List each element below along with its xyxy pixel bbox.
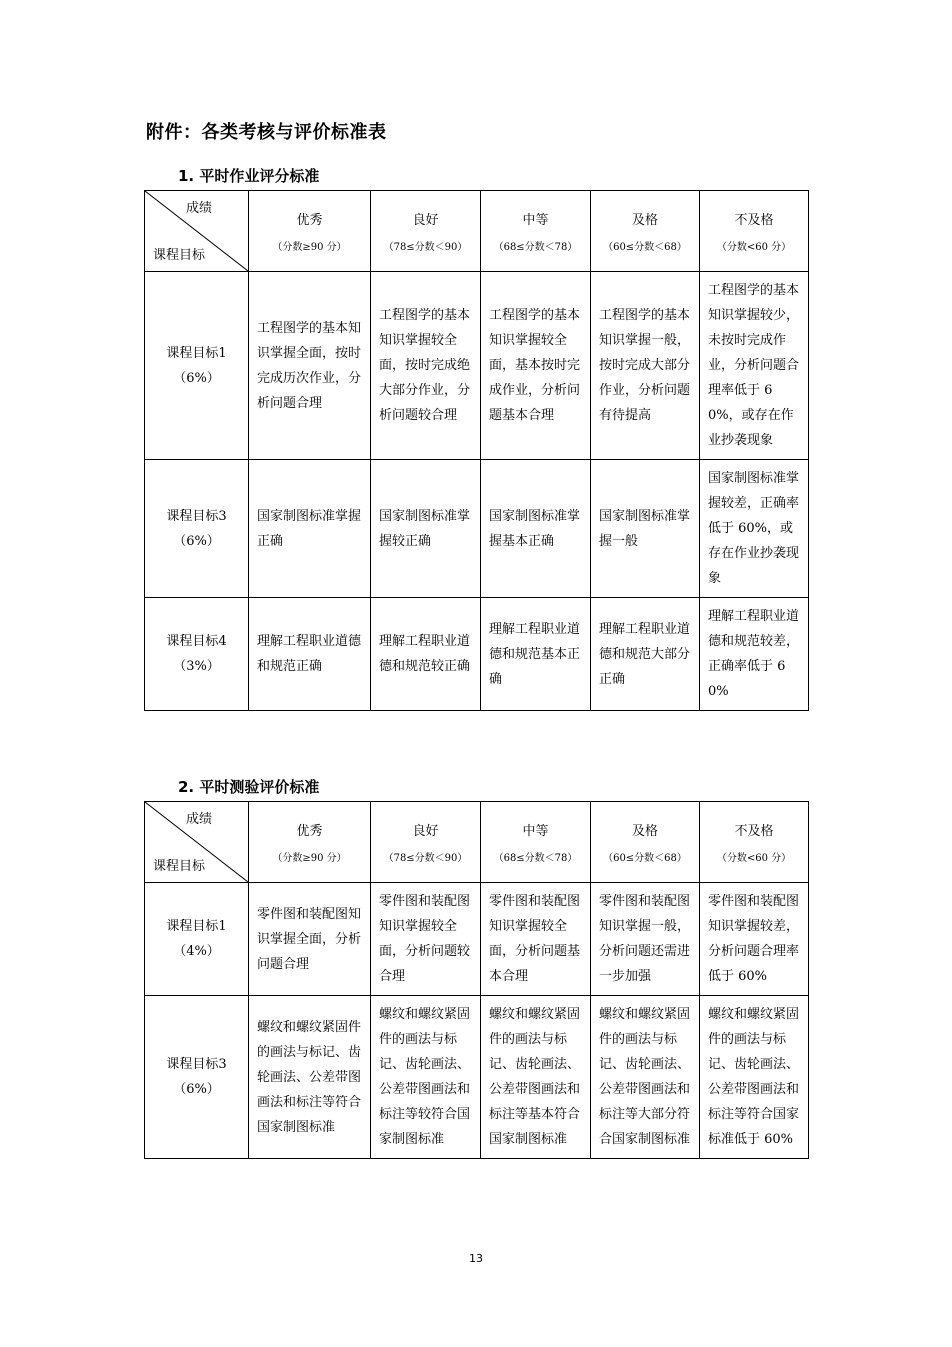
page-title: 附件：各类考核与评价标准表 <box>146 122 387 143</box>
criteria-cell: 理解工程职业道德和规范较正确 <box>371 598 481 711</box>
criteria-cell: 螺纹和螺纹紧固件的画法与标记、齿轮画法、公差带图画法和标注等大部分符合国家制图标准 <box>591 996 700 1159</box>
course-goal-cell <box>145 598 249 711</box>
table-row <box>145 272 809 460</box>
grade-header-excellent <box>249 191 371 272</box>
grade-header-pass <box>591 191 700 272</box>
grade-range: （分数<60 分） <box>716 242 792 253</box>
table-row <box>145 598 809 711</box>
course-goal-cell <box>145 272 249 460</box>
grade-range: （68≤分数＜78） <box>493 242 578 253</box>
grade-label: 不及格 <box>734 213 774 228</box>
course-goal-weight: （6%） <box>173 533 220 549</box>
grade-label: 中等 <box>522 824 549 839</box>
course-goal-cell <box>145 996 249 1159</box>
grade-label: 良好 <box>412 824 439 839</box>
criteria-cell: 国家制图标准掌握较差，正确率低于 60%，或存在作业抄袭现象 <box>700 460 809 598</box>
criteria-cell: 理解工程职业道德和规范较差，正确率低于 60% <box>700 598 809 711</box>
course-goal-name: 课程目标4 <box>166 634 227 649</box>
corner-grade-label: 成绩 <box>185 201 212 216</box>
criteria-cell: 理解工程职业道德和规范正确 <box>249 598 371 711</box>
criteria-cell: 零件图和装配图知识掌握一般，分析问题还需进一步加强 <box>591 883 700 996</box>
criteria-cell: 零件图和装配图知识掌握较全面，分析问题基本合理 <box>481 883 591 996</box>
table-row <box>145 996 809 1159</box>
course-goal-cell <box>145 883 249 996</box>
table-row <box>145 883 809 996</box>
course-goal-cell <box>145 460 249 598</box>
course-goal-weight: （6%） <box>173 370 220 386</box>
grade-range: （分数≥90 分） <box>272 242 347 253</box>
criteria-cell: 工程图学的基本知识掌握全面，按时完成历次作业，分析问题合理 <box>249 272 371 460</box>
course-goal-name: 课程目标1 <box>166 345 227 361</box>
grade-label: 及格 <box>631 824 658 839</box>
criteria-cell: 理解工程职业道德和规范大部分正确 <box>591 598 700 711</box>
grade-range: （60≤分数＜68） <box>603 242 687 253</box>
corner-grade-label: 成绩 <box>185 812 212 827</box>
criteria-cell: 零件图和装配图知识掌握全面，分析问题合理 <box>249 883 371 996</box>
grade-label: 良好 <box>412 213 439 228</box>
grade-label: 及格 <box>631 213 658 228</box>
grade-range: （78≤分数＜90） <box>383 242 468 253</box>
course-goal-name: 课程目标3 <box>166 1057 227 1072</box>
criteria-cell: 国家制图标准掌握正确 <box>249 460 371 598</box>
criteria-cell: 螺纹和螺纹紧固件的画法与标记、齿轮画法、公差带图画法和标注等符合国家制图标准 <box>249 996 371 1159</box>
table-header-row <box>145 802 809 883</box>
grade-label: 优秀 <box>296 213 323 228</box>
criteria-cell: 国家制图标准掌握基本正确 <box>481 460 591 598</box>
table-row <box>145 460 809 598</box>
header-corner-cell <box>145 191 249 272</box>
criteria-cell: 螺纹和螺纹紧固件的画法与标记、齿轮画法、公差带图画法和标注等符合国家标准低于 60% <box>700 996 809 1159</box>
grade-header-good <box>371 802 481 883</box>
corner-goal-label: 课程目标 <box>153 859 206 874</box>
criteria-cell: 工程图学的基本知识掌握较全面，基本按时完成作业，分析问题基本合理 <box>481 272 591 460</box>
header-corner-cell <box>145 802 249 883</box>
grade-header-medium <box>481 191 591 272</box>
grade-range: （68≤分数＜78） <box>493 853 578 864</box>
grade-label: 中等 <box>522 213 549 228</box>
criteria-cell: 零件图和装配图知识掌握较全面，分析问题较合理 <box>371 883 481 996</box>
grade-header-medium <box>481 802 591 883</box>
course-goal-weight: （3%） <box>173 659 220 674</box>
section-title-quiz: 2. 平时测验评价标准 <box>178 778 320 796</box>
grade-header-excellent <box>249 802 371 883</box>
quiz-standard-table <box>144 801 809 1159</box>
grade-label: 优秀 <box>296 824 323 839</box>
criteria-cell: 工程图学的基本知识掌握较少，未按时完成作业，分析问题合理率低于 60%，或存在作业抄袭现象 <box>700 272 809 460</box>
criteria-cell: 零件图和装配图知识掌握较差，分析问题合理率低于 60% <box>700 883 809 996</box>
course-goal-name: 课程目标3 <box>166 508 227 524</box>
grade-header-fail <box>700 802 809 883</box>
grade-label: 不及格 <box>734 824 774 839</box>
page-number: 13 <box>469 1252 483 1265</box>
course-goal-weight: （4%） <box>173 944 220 959</box>
criteria-cell: 工程图学的基本知识掌握一般，按时完成大部分作业，分析问题有待提高 <box>591 272 700 460</box>
course-goal-name: 课程目标1 <box>166 919 227 934</box>
homework-standard-table <box>144 190 809 711</box>
section-title-homework: 1. 平时作业评分标准 <box>178 167 320 185</box>
grade-range: （分数≥90 分） <box>272 853 347 864</box>
grade-header-pass <box>591 802 700 883</box>
table-header-row <box>145 191 809 272</box>
criteria-cell: 工程图学的基本知识掌握较全面，按时完成绝大部分作业，分析问题较合理 <box>371 272 481 460</box>
criteria-cell: 国家制图标准掌握一般 <box>591 460 700 598</box>
grade-header-good <box>371 191 481 272</box>
corner-goal-label: 课程目标 <box>153 248 206 263</box>
grade-range: （分数<60 分） <box>716 853 792 864</box>
criteria-cell: 螺纹和螺纹紧固件的画法与标记、齿轮画法、公差带图画法和标注等较符合国家制图标准 <box>371 996 481 1159</box>
criteria-cell: 螺纹和螺纹紧固件的画法与标记、齿轮画法、公差带图画法和标注等基本符合国家制图标准 <box>481 996 591 1159</box>
grade-header-fail <box>700 191 809 272</box>
criteria-cell: 理解工程职业道德和规范基本正确 <box>481 598 591 711</box>
grade-range: （60≤分数＜68） <box>603 853 687 864</box>
course-goal-weight: （6%） <box>173 1082 220 1097</box>
grade-range: （78≤分数＜90） <box>383 853 468 864</box>
criteria-cell: 国家制图标准掌握较正确 <box>371 460 481 598</box>
